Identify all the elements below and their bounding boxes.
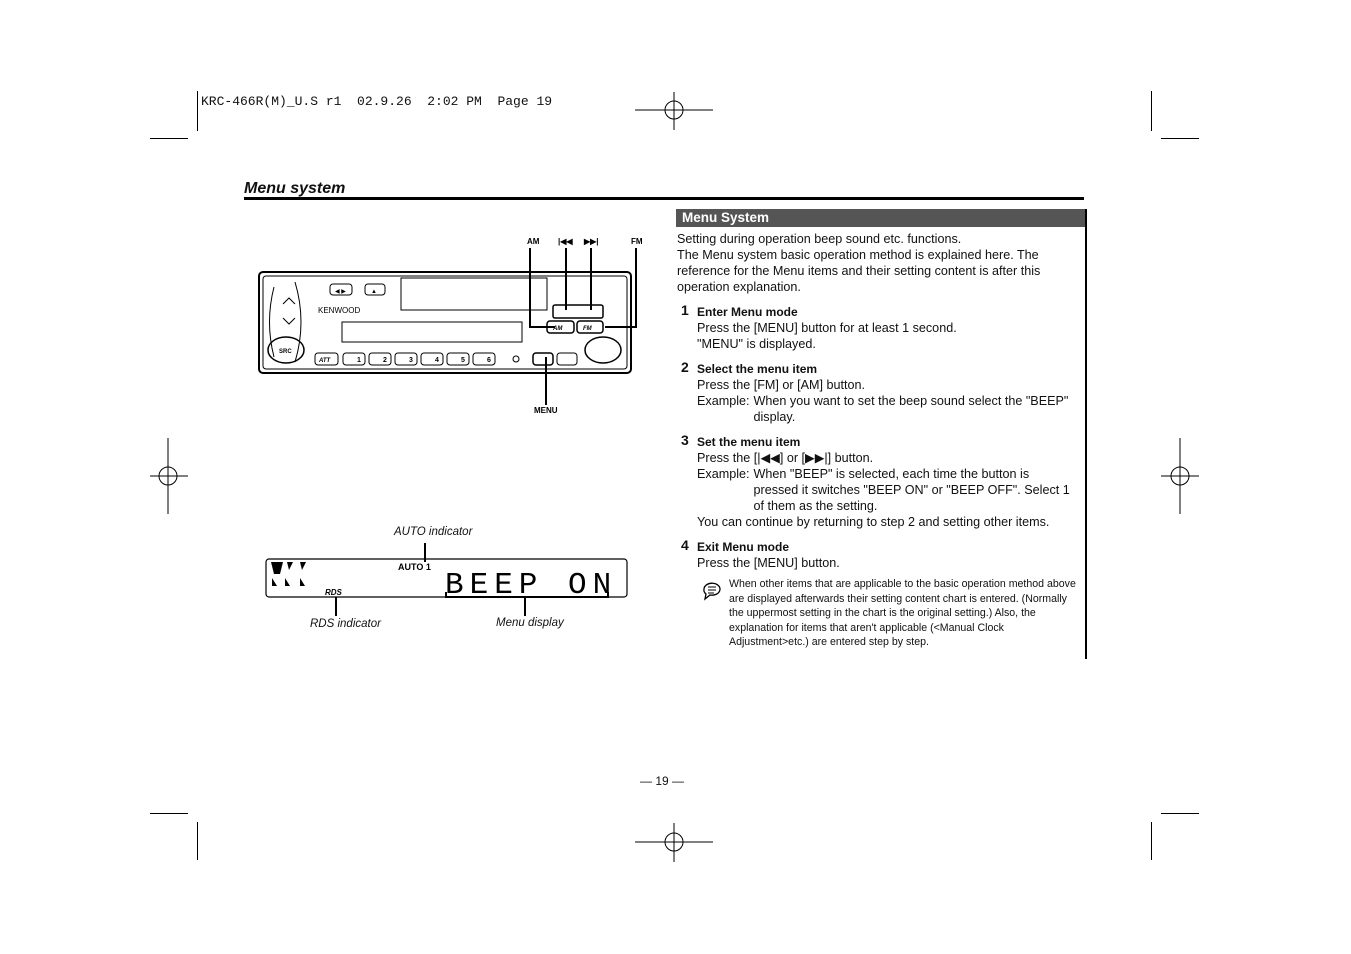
menu-display-caption: Menu display bbox=[496, 617, 564, 629]
fm-button-label: FM bbox=[583, 326, 592, 332]
lcd-display-illustration bbox=[263, 540, 633, 620]
step-title: Enter Menu mode bbox=[697, 305, 798, 319]
note-icon bbox=[701, 579, 723, 601]
am-label: AM bbox=[527, 237, 540, 246]
play-label: ◀ ▶ bbox=[335, 289, 346, 295]
page-number: — 19 — bbox=[640, 774, 685, 788]
fm-label: FM bbox=[631, 237, 643, 246]
step-4 bbox=[677, 539, 1077, 571]
step-after: You can continue by returning to step 2 and setting other items. bbox=[697, 515, 1050, 529]
section-rule bbox=[244, 197, 1084, 200]
prev-label: |◀◀ bbox=[558, 237, 573, 246]
preset-label-1: 1 bbox=[357, 357, 361, 364]
step-example bbox=[697, 466, 1077, 514]
step-line: Press the [MENU] button. bbox=[697, 556, 840, 570]
next-label: ▶▶| bbox=[584, 237, 599, 246]
step-title: Exit Menu mode bbox=[697, 540, 790, 554]
preset-button-5 bbox=[447, 353, 469, 365]
step-1 bbox=[677, 304, 1077, 352]
eject-label: ▲ bbox=[371, 289, 377, 295]
section-title: Menu system bbox=[244, 180, 346, 197]
step-number: 3 bbox=[681, 432, 689, 448]
preset-label-6: 6 bbox=[487, 357, 491, 364]
step-line: Press the [|◀◀] or [▶▶|] button. bbox=[697, 451, 874, 465]
step-title: Set the menu item bbox=[697, 435, 801, 449]
example-label: Example: bbox=[697, 394, 750, 408]
intro-line-1: Setting during operation beep sound etc. functions. bbox=[677, 232, 962, 246]
panel-title: Menu System bbox=[676, 209, 1085, 227]
preset-button-6 bbox=[473, 353, 495, 365]
preset-button-1 bbox=[343, 353, 365, 365]
step-title: Select the menu item bbox=[697, 362, 818, 376]
brand-label: KENWOOD bbox=[318, 306, 361, 315]
rds-indicator: RDS bbox=[325, 588, 342, 597]
step-2 bbox=[677, 361, 1077, 425]
step-example bbox=[697, 393, 1077, 425]
step-line: Press the [FM] or [AM] button. bbox=[697, 378, 865, 392]
preset-label-2: 2 bbox=[383, 357, 387, 364]
step-number: 1 bbox=[681, 302, 689, 318]
note bbox=[677, 577, 1077, 650]
step-line: "MENU" is displayed. bbox=[697, 337, 816, 351]
panel-body bbox=[677, 231, 1077, 650]
auto-indicator: AUTO 1 bbox=[398, 562, 431, 572]
preset-button-3 bbox=[395, 353, 417, 365]
step-number: 4 bbox=[681, 537, 689, 553]
att-label: ATT bbox=[319, 358, 331, 364]
example-text: When "BEEP" is selected, each time the button is pressed it switches "BEEP ON" or "BEEP OFF". Select 1 of them as the setting. bbox=[753, 467, 1070, 513]
print-header: KRC-466R(M)_U.S r1 02.9.26 2:02 PM Page 19 bbox=[201, 94, 553, 109]
example-label: Example: bbox=[697, 467, 750, 481]
preset-button-4 bbox=[421, 353, 443, 365]
panel-border bbox=[1085, 209, 1087, 659]
note-text: When other items that are applicable to the basic operation method above are displayed afterwards their setting content chart is entered. (Normally the uppermost setting in the chart is the original setting.) Also, the explanation for items that aren't applicable (<Manual Clock Adjustment>etc.) are entered step by step. bbox=[729, 578, 1076, 648]
steps-list bbox=[677, 304, 1077, 571]
head-unit-illustration bbox=[255, 232, 655, 422]
rds-indicator-caption: RDS indicator bbox=[310, 618, 381, 630]
preset-button-2 bbox=[369, 353, 391, 365]
step-line: Press the [MENU] button for at least 1 second. bbox=[697, 321, 957, 335]
src-label: SRC bbox=[279, 349, 292, 355]
am-button-label: AM bbox=[553, 326, 563, 332]
preset-label-4: 4 bbox=[435, 357, 439, 364]
example-text: When you want to set the beep sound select the "BEEP" display. bbox=[753, 394, 1069, 424]
intro-line-2: The Menu system basic operation method is explained here. The reference for the Menu items and their setting content is after this operation explanation. bbox=[677, 248, 1041, 294]
preset-buttons bbox=[343, 353, 495, 365]
step-number: 2 bbox=[681, 359, 689, 375]
menu-label: MENU bbox=[534, 406, 558, 415]
step-3 bbox=[677, 434, 1077, 530]
preset-label-5: 5 bbox=[461, 357, 465, 364]
auto-indicator-caption: AUTO indicator bbox=[394, 526, 473, 538]
preset-label-3: 3 bbox=[409, 357, 413, 364]
lcd-menu-text: BEEP ON bbox=[445, 568, 618, 603]
